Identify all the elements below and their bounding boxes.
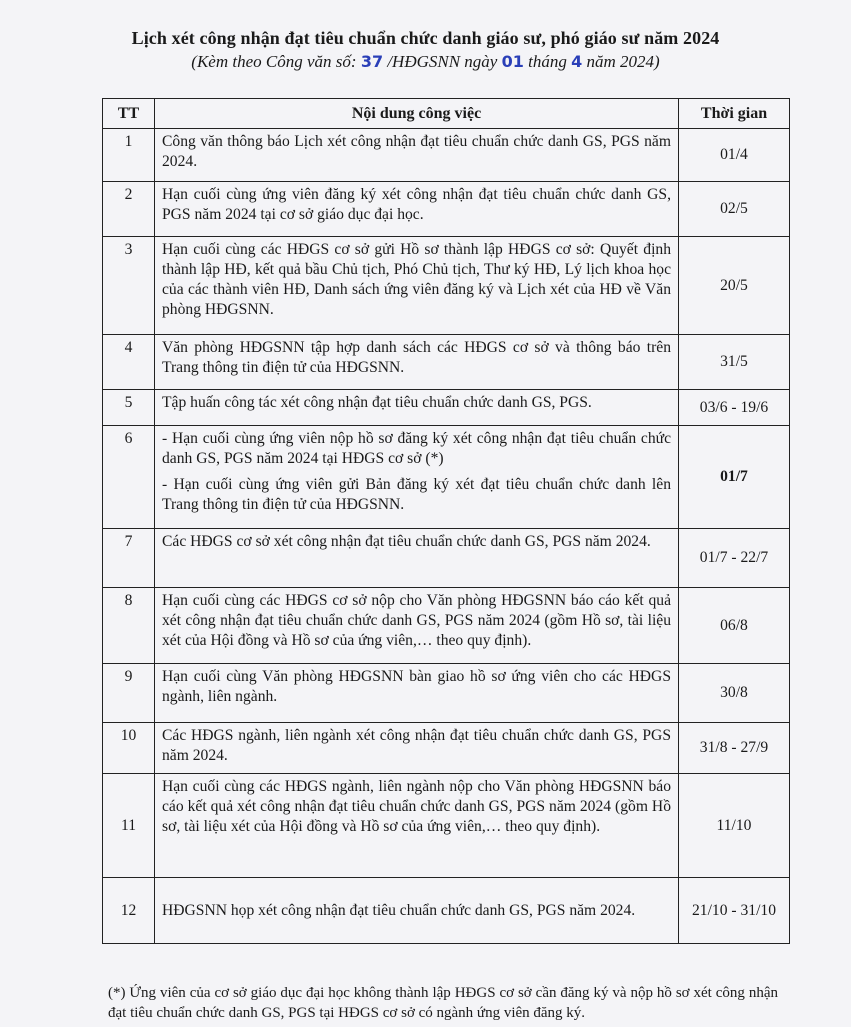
row-number: 5: [103, 390, 155, 426]
row-time: 20/5: [679, 237, 790, 335]
table-row: [103, 129, 790, 182]
row-content: Hạn cuối cùng ứng viên đăng ký xét công nhận đạt tiêu chuẩn chức danh GS, PGS năm 2024 tại cơ sở giáo dục đại học.: [155, 182, 679, 237]
row-content: Hạn cuối cùng các HĐGS cơ sở gửi Hồ sơ thành lập HĐGS cơ sở: Quyết định thành lập HĐ, kết quả bầu Chủ tịch, Phó Chủ tịch, Thư ký HĐ, Lý lịch khoa học của các thành viên HĐ, Danh sách ứng viên đăng ký và Lịch xét của HĐ về Văn phòng HĐGSNN.: [155, 237, 679, 335]
row-number: 2: [103, 182, 155, 237]
row-time: 01/4: [679, 129, 790, 182]
table-row: [103, 237, 790, 335]
row-content: Các HĐGS ngành, liên ngành xét công nhận đạt tiêu chuẩn chức danh GS, PGS năm 2024.: [155, 723, 679, 774]
row-time: 30/8: [679, 664, 790, 723]
row-number: 4: [103, 335, 155, 390]
row-number: 12: [103, 878, 155, 944]
row-time: 06/8: [679, 588, 790, 664]
subtitle-mid2: tháng: [528, 52, 567, 71]
row-number: 11: [103, 774, 155, 878]
row-time: 31/8 - 27/9: [679, 723, 790, 774]
row-time: 11/10: [679, 774, 790, 878]
row-sub-item: - Hạn cuối cùng ứng viên gửi Bản đăng ký xét đạt tiêu chuẩn chức danh lên Trang thông tin điện tử của HĐGSNN.: [162, 476, 671, 513]
row-content: Tập huấn công tác xét công nhận đạt tiêu chuẩn chức danh GS, PGS.: [155, 390, 679, 426]
row-time: 01/7: [679, 426, 790, 529]
row-content: Hạn cuối cùng các HĐGS ngành, liên ngành nộp cho Văn phòng HĐGSNN báo cáo kết quả xét công nhận đạt tiêu chuẩn chức danh GS, PGS năm 2024 (gồm Hồ sơ, tài liệu xét của Hội đồng và Hồ sơ của ứng viên,… theo quy định).: [155, 774, 679, 878]
header-content: Nội dung công việc: [155, 99, 679, 129]
row-number: 1: [103, 129, 155, 182]
row-number: 3: [103, 237, 155, 335]
row-number: 10: [103, 723, 155, 774]
row-number: 6: [103, 426, 155, 529]
handwritten-month: 4: [571, 52, 583, 71]
row-time: 21/10 - 31/10: [679, 878, 790, 944]
table-row: [103, 664, 790, 723]
row-content: Hạn cuối cùng Văn phòng HĐGSNN bàn giao hồ sơ ứng viên cho các HĐGS ngành, liên ngành.: [155, 664, 679, 723]
row-content: Công văn thông báo Lịch xét công nhận đạt tiêu chuẩn chức danh GS, PGS năm 2024.: [155, 129, 679, 182]
subtitle-mid1: /HĐGSNN ngày: [387, 52, 498, 71]
row-content: Văn phòng HĐGSNN tập hợp danh sách các HĐGS cơ sở và thông báo trên Trang thông tin điện tử của HĐGSNN.: [155, 335, 679, 390]
header-time: Thời gian: [679, 99, 790, 129]
row-content: [155, 426, 679, 529]
row-time: 03/6 - 19/6: [679, 390, 790, 426]
table-row: [103, 335, 790, 390]
handwritten-doc-number: 37: [360, 52, 384, 71]
row-time: 31/5: [679, 335, 790, 390]
row-number: 8: [103, 588, 155, 664]
table-row: [103, 774, 790, 878]
table-row: [103, 529, 790, 588]
row-content: Các HĐGS cơ sở xét công nhận đạt tiêu chuẩn chức danh GS, PGS năm 2024.: [155, 529, 679, 588]
subtitle-prefix: (Kèm theo Công văn số:: [191, 52, 357, 71]
table-row: [103, 426, 790, 529]
row-content: HĐGSNN họp xét công nhận đạt tiêu chuẩn chức danh GS, PGS năm 2024.: [155, 878, 679, 944]
row-time: 02/5: [679, 182, 790, 237]
handwritten-day: 01: [501, 52, 524, 71]
row-content: Hạn cuối cùng các HĐGS cơ sở nộp cho Văn phòng HĐGSNN báo cáo kết quả xét công nhận đạt tiêu chuẩn chức danh GS, PGS năm 2024 (gồm Hồ sơ, tài liệu xét của Hội đồng và Hồ sơ của ứng viên,… theo quy định).: [155, 588, 679, 664]
schedule-table: [102, 98, 790, 944]
table-row: [103, 588, 790, 664]
table-row: [103, 723, 790, 774]
row-time: 01/7 - 22/7: [679, 529, 790, 588]
document-subtitle: [0, 52, 851, 72]
table-row: [103, 878, 790, 944]
row-number: 7: [103, 529, 155, 588]
document-title: Lịch xét công nhận đạt tiêu chuẩn chức danh giáo sư, phó giáo sư năm 2024: [131, 28, 720, 48]
subtitle-suffix: năm 2024): [586, 52, 660, 71]
table-row: [103, 390, 790, 426]
header-tt: TT: [103, 99, 155, 129]
table-row: [103, 182, 790, 237]
footnote: (*) Ứng viên của cơ sở giáo dục đại học không thành lập HĐGS cơ sở cần đăng ký và nộp hồ sơ xét công nhận đạt tiêu chuẩn chức danh GS, PGS tại HĐGS cơ sở có ngành ứng viên đăng ký.: [108, 985, 778, 1021]
table-header-row: [103, 99, 790, 129]
row-number: 9: [103, 664, 155, 723]
row-sub-item: - Hạn cuối cùng ứng viên nộp hồ sơ đăng ký xét công nhận đạt tiêu chuẩn chức danh GS, PGS năm 2024 tại HĐGS cơ sở (*): [162, 430, 671, 467]
